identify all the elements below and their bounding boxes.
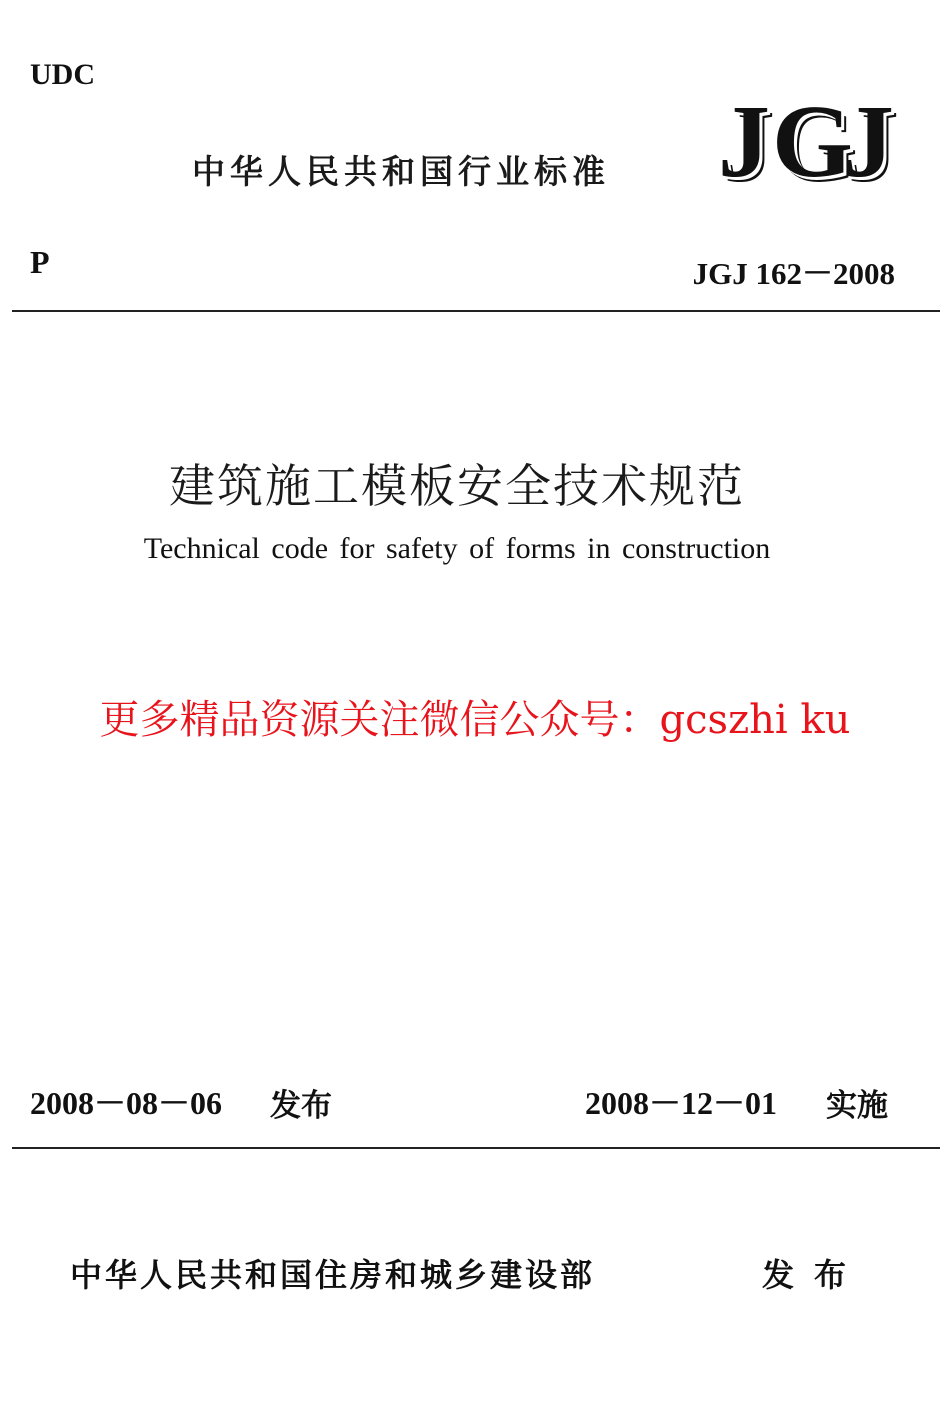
document-title-chinese: 建筑施工模板安全技术规范	[169, 459, 745, 513]
logo-letter-j1: J	[718, 84, 770, 199]
standard-code: JGJ 162－2008	[692, 256, 895, 291]
logo-letter-g: G	[772, 84, 853, 199]
logo-letter-j2: J	[842, 84, 894, 199]
publish-label: 发布	[270, 1088, 332, 1124]
effective-label: 实施	[826, 1088, 888, 1124]
effective-date: 2008－12－01	[585, 1085, 778, 1121]
issue-label: 发布	[762, 1256, 867, 1294]
jgj-logo	[718, 84, 898, 199]
publish-date: 2008－08－06	[30, 1085, 223, 1121]
issuing-authority: 中华人民共和国住房和城乡建设部	[70, 1256, 596, 1294]
document-title-english: Technical code for safety of forms in construction	[143, 532, 771, 565]
watermark-notice: 更多精品资源关注微信公众号：gcszhi ku	[99, 697, 851, 743]
top-divider	[12, 310, 940, 312]
bottom-divider	[12, 1147, 940, 1149]
category-code: P	[30, 244, 50, 280]
standard-type-heading: 中华人民共和国行业标准	[192, 152, 610, 191]
udc-label: UDC	[30, 58, 95, 91]
